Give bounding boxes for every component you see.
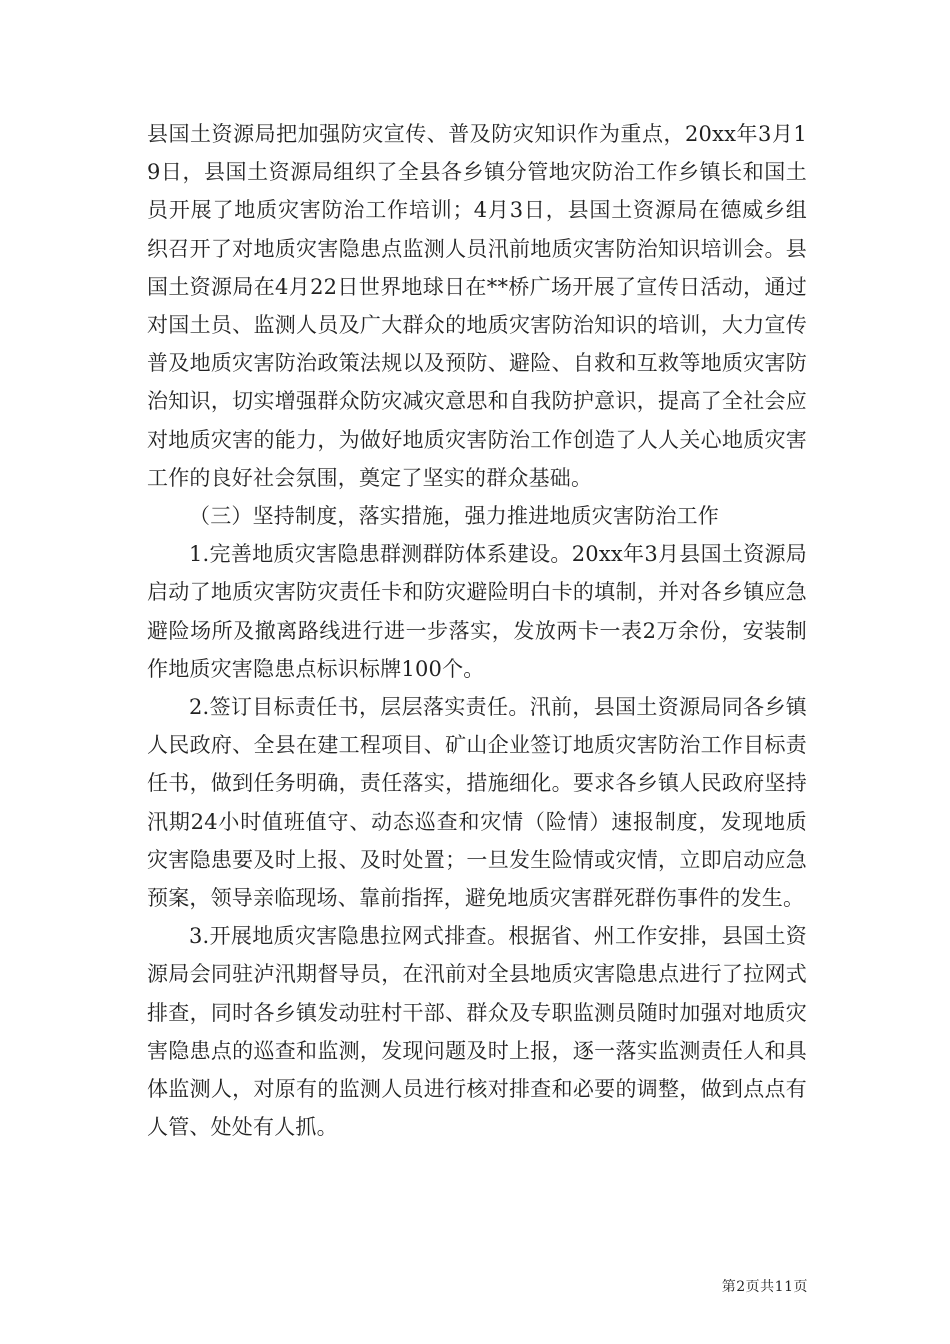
paragraph-item-2: 2.签订目标责任书，层层落实责任。汛前，县国土资源局同各乡镇人民政府、全县在建工程项目、矿山企业签订地质灾害防治工作目标责任书，做到任务明确，责任落实，措施细化。要求各乡镇人民政府坚持汛期24小时值班值守、动态巡查和灾情（险情）速报制度，发现地质灾害隐患要及时上报、及时处置；一旦发生险情或灾情，立即启动应急预案，领导亲临现场、靠前指挥，避免地质灾害群死群伤事件的发生。 (147, 695, 807, 911)
paragraph-publicity-training: 县国土资源局把加强防灾宣传、普及防灾知识作为重点，20xx年3月19日，县国土资源局组织了全县各乡镇分管地灾防治工作乡镇长和国土员开展了地质灾害防治工作培训；4月3日，县国土资源局在德威乡组织召开了对地质灾害隐患点监测人员汛前地质灾害防治知识培训会。县国土资源局在4月22日世界地球日在**桥广场开展了宣传日活动，通过对国土员、监测人员及广大群众的地质灾害防治知识的培训，大力宣传普及地质灾害防治政策法规以及预防、避险、自救和互救等地质灾害防治知识，切实增强群众防灾减灾意思和自我防护意识，提高了全社会应对地质灾害的能力，为做好地质灾害防治工作创造了人人关心地质灾害工作的良好社会氛围，奠定了坚实的群众基础。 (147, 122, 807, 490)
document-body (147, 115, 807, 1146)
section-heading-three: （三）坚持制度，落实措施，强力推进地质灾害防治工作 (189, 504, 719, 529)
page-number-footer: 第2页共11页 (721, 1279, 808, 1295)
paragraph-item-3: 3.开展地质灾害隐患拉网式排查。根据省、州工作安排，县国土资源局会同驻泸汛期督导员，在汛前对全县地质灾害隐患点进行了拉网式排查，同时各乡镇发动驻村干部、群众及专职监测员随时加强对地质灾害隐患点的巡查和监测，发现问题及时上报，逐一落实监测责任人和具体监测人，对原有的监测人员进行核对排查和必要的调整，做到点点有人管、处处有人抓。 (147, 924, 807, 1140)
paragraph-item-1: 1.完善地质灾害隐患群测群防体系建设。20xx年3月县国土资源局启动了地质灾害防灾责任卡和防灾避险明白卡的填制，并对各乡镇应急避险场所及撤离路线进行进一步落实，发放两卡一表2万余份，安装制作地质灾害隐患点标识标牌100个。 (147, 542, 807, 681)
